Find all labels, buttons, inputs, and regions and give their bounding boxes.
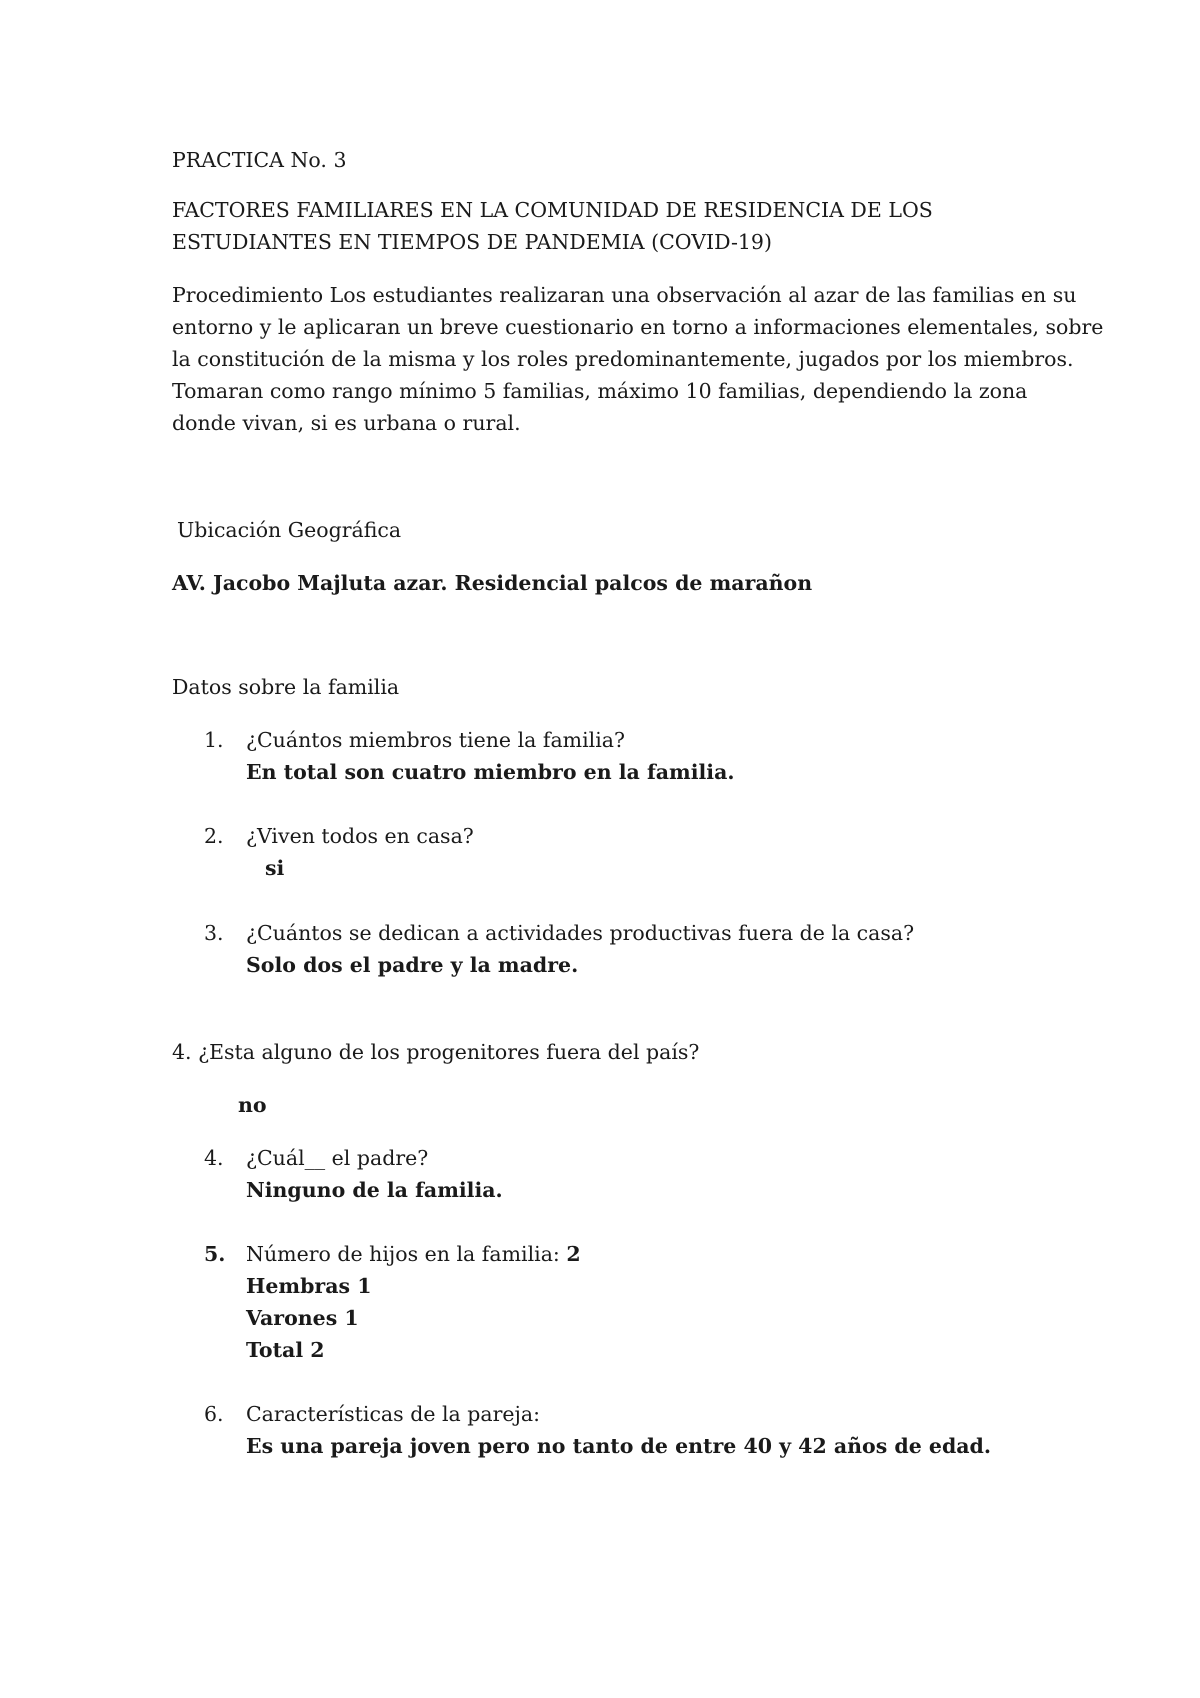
children-count-label: Número de hijos en la familia:	[246, 1242, 567, 1266]
location-label: Ubicación Geográfica	[177, 518, 402, 542]
procedure-line: entorno y le aplicaran un breve cuestionario en torno a informaciones elementales, sobre	[172, 315, 1104, 339]
question-4-plain: 4. ¿Esta alguno de los progenitores fuera del país?	[172, 1040, 700, 1064]
location-value: AV. Jacobo Majluta azar. Residencial palcos de marañon	[172, 571, 813, 595]
list-item-answer: si	[265, 856, 285, 880]
list-item-answer: En total son cuatro miembro en la familia.	[246, 760, 735, 784]
list-item-question: ¿Cuántos se dedican a actividades productivas fuera de la casa?	[246, 921, 915, 945]
family-data-label: Datos sobre la familia	[172, 675, 400, 699]
list-item-answer: Ninguno de la familia.	[246, 1178, 503, 1202]
question-4-plain-answer: no	[238, 1093, 267, 1117]
practice-title: PRACTICA No. 3	[172, 148, 347, 172]
list-item-answer: Es una pareja joven pero no tanto de entre 40 y 42 años de edad.	[246, 1434, 992, 1458]
heading-line-1: FACTORES FAMILIARES EN LA COMUNIDAD DE RESIDENCIA DE LOS	[172, 198, 933, 222]
list-item-question: Características de la pareja:	[246, 1402, 541, 1426]
heading-line-2: ESTUDIANTES EN TIEMPOS DE PANDEMIA (COVID-19)	[172, 230, 772, 254]
list-item-question: ¿Cuántos miembros tiene la familia?	[246, 728, 625, 752]
list-item-question	[246, 1238, 581, 1270]
procedure-line: donde vivan, si es urbana o rural.	[172, 411, 521, 435]
procedure-line: Tomaran como rango mínimo 5 familias, máximo 10 familias, dependiendo la zona	[172, 379, 1028, 403]
procedure-line: la constitución de la misma y los roles predominantemente, jugados por los miembros.	[172, 347, 1074, 371]
total-count: Total 2	[246, 1338, 325, 1362]
list-item-question: ¿Viven todos en casa?	[246, 824, 474, 848]
list-item-number: 6.	[204, 1402, 224, 1426]
females-count: Hembras 1	[246, 1274, 372, 1298]
list-item-number: 4.	[204, 1146, 224, 1170]
males-count: Varones 1	[246, 1306, 359, 1330]
list-item-number: 2.	[204, 824, 224, 848]
list-item-number: 3.	[204, 921, 224, 945]
procedure-line: Procedimiento Los estudiantes realizaran una observación al azar de las familias en su	[172, 283, 1077, 307]
children-count-value: 2	[566, 1242, 581, 1266]
list-item-question: ¿Cuál__ el padre?	[246, 1146, 429, 1170]
list-item-answer: Solo dos el padre y la madre.	[246, 953, 579, 977]
list-item-number: 5.	[204, 1242, 226, 1266]
list-item-number: 1.	[204, 728, 224, 752]
